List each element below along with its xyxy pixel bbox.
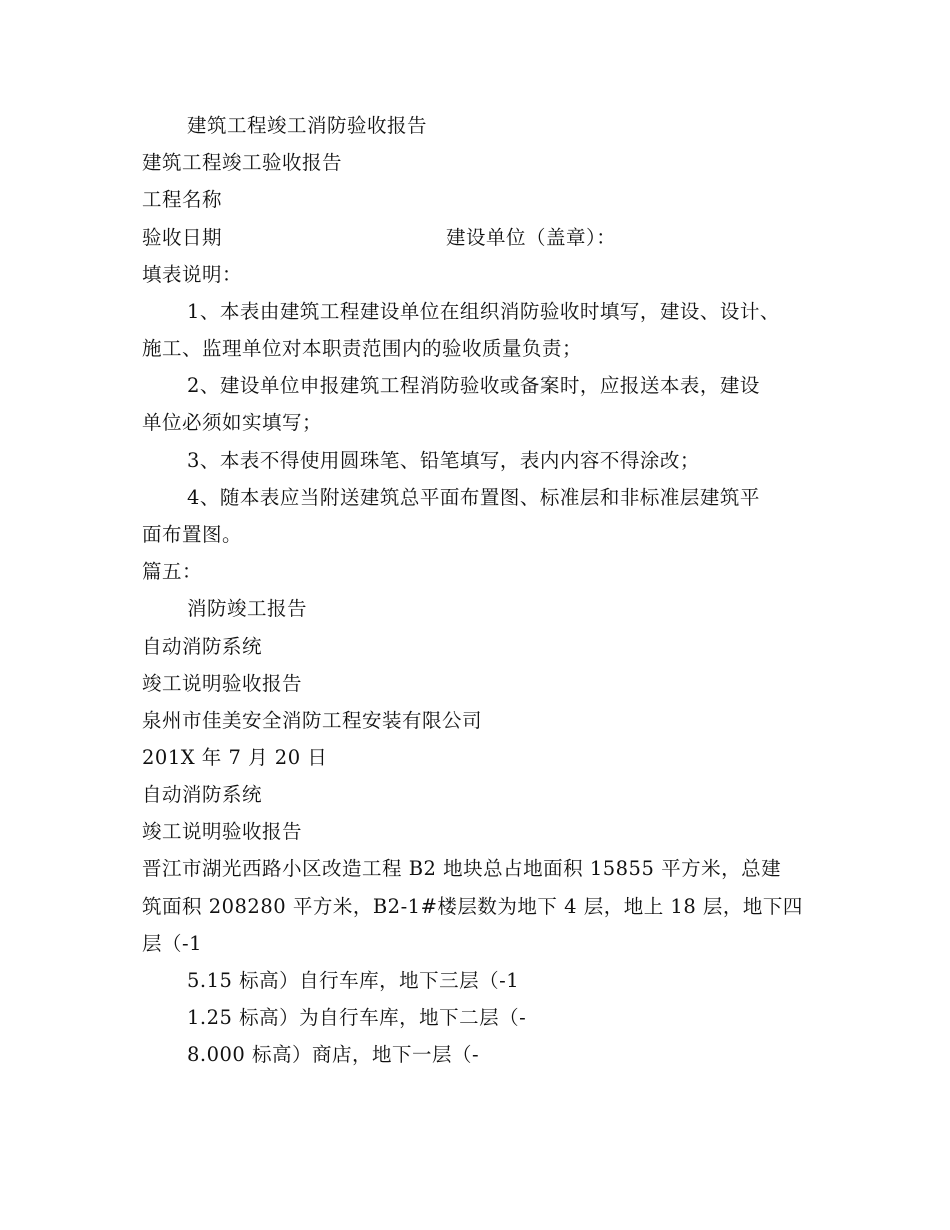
- system-name: 自动消防系统: [142, 635, 263, 658]
- report-date: 201X 年 7 月 20 日: [142, 746, 328, 769]
- acceptance-date-row: [142, 226, 842, 250]
- body-line-4: 5.15 标高）自行车库，地下三层（-1: [187, 969, 520, 992]
- instruction-3: 3、本表不得使用圆珠笔、铅笔填写，表内内容不得涂改；: [187, 449, 700, 472]
- report-subtitle: 建筑工程竣工验收报告: [142, 151, 343, 174]
- construction-unit-seal-label: 建设单位（盖章）：: [446, 226, 617, 249]
- acceptance-date-label: 验收日期: [142, 226, 223, 249]
- body-line-5: 1.25 标高）为自行车库，地下二层（-: [187, 1006, 527, 1029]
- instruction-4-line-1: 4、随本表应当附送建筑总平面布置图、标准层和非标准层建筑平: [187, 486, 760, 509]
- report-name: 竣工说明验收报告: [142, 672, 303, 695]
- instruction-2-line-1: 2、建设单位申报建筑工程消防验收或备案时，应报送本表，建设: [187, 374, 760, 397]
- instruction-2-line-2: 单位必须如实填写；: [142, 411, 323, 434]
- body-line-6: 8.000 标高）商店，地下一层（-: [187, 1043, 480, 1066]
- instruction-1-line-1: 1、本表由建筑工程建设单位在组织消防验收时填写，建设、设计、: [187, 300, 780, 323]
- body-line-3: 层（-1: [142, 932, 202, 955]
- doc-title: 建筑工程竣工消防验收报告: [187, 114, 428, 137]
- instruction-4-line-2: 面布置图。: [142, 523, 243, 546]
- company-name: 泉州市佳美安全消防工程安装有限公司: [142, 709, 483, 732]
- instructions-heading: 填表说明：: [142, 263, 243, 286]
- system-name-repeat: 自动消防系统: [142, 783, 263, 806]
- instruction-1-line-2: 施工、监理单位对本职责范围内的验收质量负责；: [142, 337, 583, 360]
- section-heading: 篇五：: [142, 560, 203, 583]
- report-name-repeat: 竣工说明验收报告: [142, 820, 303, 843]
- body-line-1: 晋江市湖光西路小区改造工程 B2 地块总占地面积 15855 平方米，总建: [142, 857, 782, 880]
- project-name-label: 工程名称: [142, 188, 223, 211]
- fire-completion-report-title: 消防竣工报告: [187, 597, 308, 620]
- body-line-2: 筑面积 208280 平方米，B2-1#楼层数为地下 4 层，地上 18 层，地下四: [142, 895, 803, 918]
